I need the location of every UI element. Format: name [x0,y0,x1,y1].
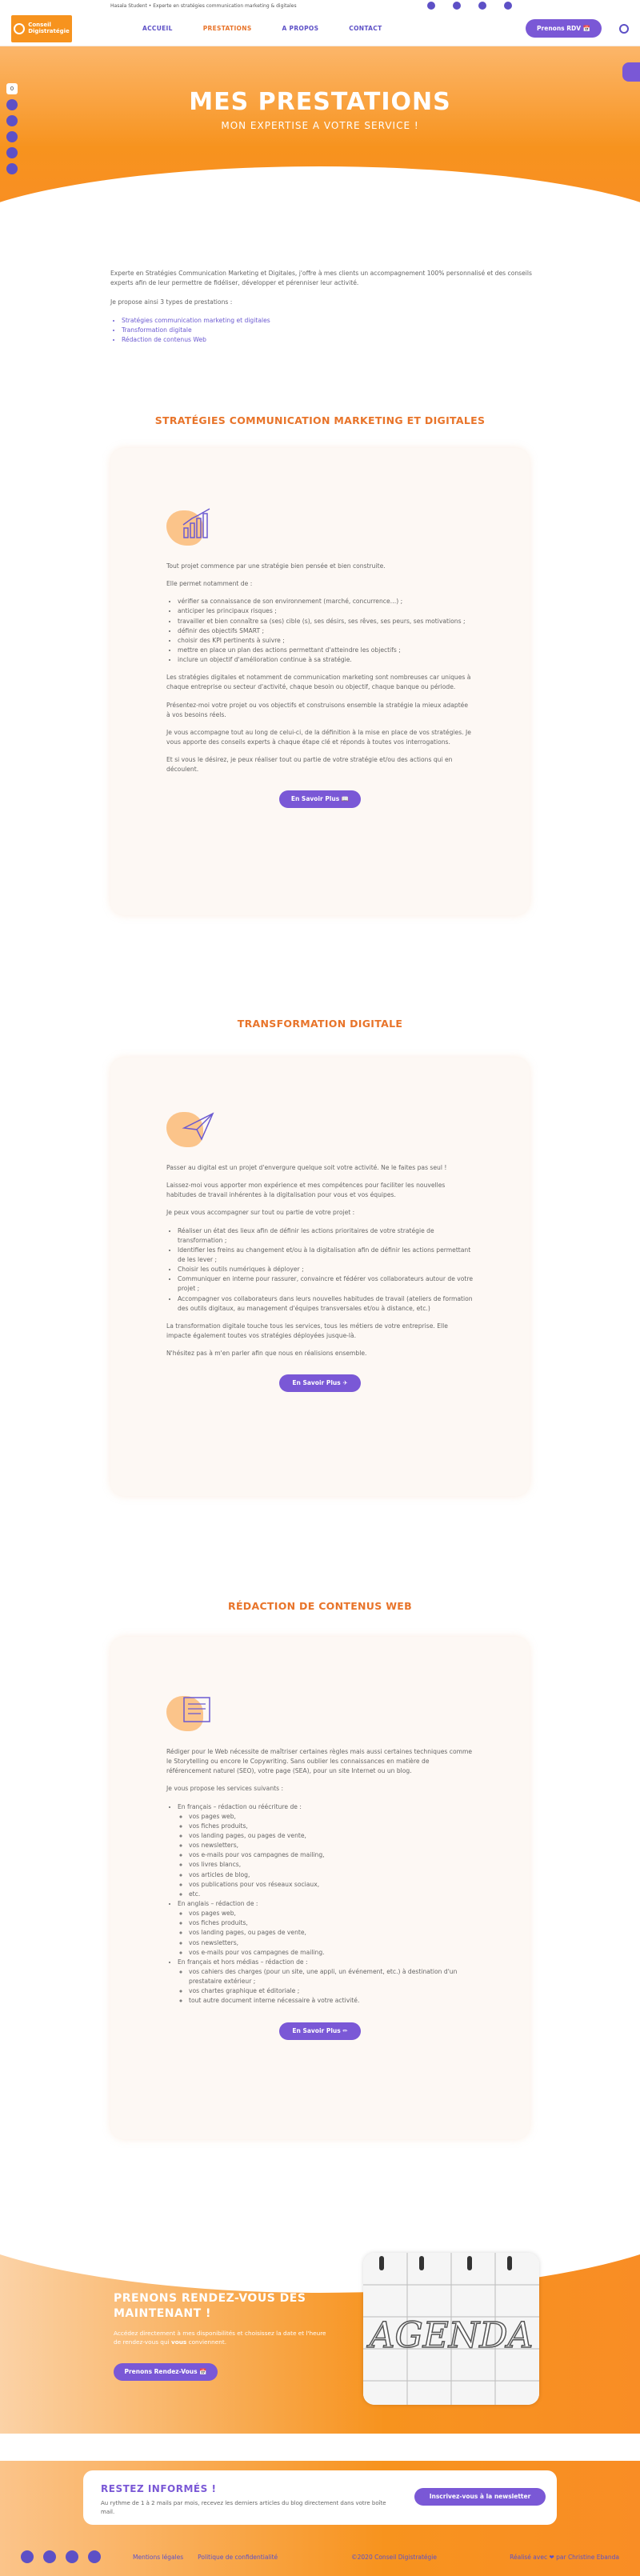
list-item: ◦ vos pages web, [189,1909,474,1918]
list-item: ◦ vos newsletters, [189,1938,474,1948]
share-linkedin-icon[interactable] [6,131,18,142]
intro-text [110,269,534,345]
s2-paragraph: Passer au digital est un projet d'envergure quelque soit votre activité. Ne le faites pas seul ! [166,1164,447,1171]
list-group-label: En français et hors médias – rédaction de : [178,1958,308,1966]
list-item: ◦ vos fiches produits, [189,1822,474,1831]
menu [142,25,382,32]
footer-facebook-icon[interactable] [43,2550,56,2563]
s2-list [166,1226,474,1314]
search-icon[interactable] [619,24,629,34]
newsletter-subscribe-button[interactable]: Inscrivez-vous à la newsletter [414,2488,546,2506]
hero-banner [0,46,640,230]
document-icon [166,1693,214,1734]
list-item: • travailler et bien connaître sa (ses) cible (s), ses désirs, ses rêves, ses peurs, ses motivations ; [178,617,474,626]
list-item: • Communiquer en interne pour rassurer, convaincre et fédérer vos collaborateurs autour de votre projet ; [178,1274,474,1294]
s1-paragraph: Elle permet notamment de : [166,580,253,588]
share-sidebar [6,83,18,174]
main-navigation [0,11,640,46]
s1-paragraph: Tout projet commence par une stratégie bien pensée et bien construite. [166,562,386,570]
page-subtitle: MON EXPERTISE A VOTRE SERVICE ! [221,120,419,131]
menu-item-contact[interactable]: CONTACT [349,25,382,32]
section-title-transformation: TRANSFORMATION DIGITALE [237,1018,403,1030]
list-item: • mettre en place un plan des actions permettant d'atteindre les objectifs ; [178,646,474,655]
logo-sun-icon [14,23,25,34]
twitter-icon[interactable] [427,2,435,10]
card-transformation [110,1058,530,1496]
appointment-text-end: conviennent. [188,2338,227,2346]
list-item: ◦ vos pages web, [189,1812,474,1822]
list-item: • choisir des KPI pertinents à suivre ; [178,636,474,646]
list-item: • inclure un objectif d'amélioration continue à sa stratégie. [178,655,474,665]
card-strategies [110,448,530,915]
learn-more-transformation-button[interactable]: En Savoir Plus ✈ [279,1374,361,1392]
linkedin-icon[interactable] [504,2,512,10]
footer-instagram-icon[interactable] [66,2550,78,2563]
list-item: ◦ vos livres blancs, [189,1860,474,1870]
list-item: ◦ vos cahiers des charges (pour un site, une appli, un événement, etc.) à destination d'un prestataire extérieur ; [189,1967,474,1986]
list-item: ◦ vos e-mails pour vos campagnes de mailing. [189,1948,474,1958]
page-title: MES PRESTATIONS [189,88,451,116]
copyright: ©2020 Conseil Digistratégie [351,2553,438,2561]
footer-twitter-icon[interactable] [21,2550,34,2563]
menu-item-accueil[interactable]: ACCUEIL [142,25,173,32]
share-twitter-icon[interactable] [6,115,18,126]
top-tagline: Hasala Student • Experte en stratégies communication marketing & digitales [110,2,297,9]
list-item: • Choisir les outils numériques à déployer ; [178,1265,474,1274]
section-title-strategies: STRATÉGIES COMMUNICATION MARKETING ET DIGITALES [154,414,486,426]
share-facebook-icon[interactable] [6,99,18,110]
accessibility-icon[interactable] [622,62,640,82]
appointment-banner [0,2245,640,2434]
top-bar [0,0,640,11]
list-item: • Identifier les freins au changement et/ou à la digitalisation afin de définir les actions permettant de les lever ; [178,1246,474,1265]
list-item: ◦ etc. [189,1890,474,1899]
s2-paragraph: Laissez-moi vous apporter mon expérience et mes compétences pour faciliter les nouvelles habitudes de travail inhérentes à la digitalisation pour vous et vos équipes. [166,1182,446,1199]
s1-paragraph: Je vous accompagne tout au long de celui-ci, de la définition à la mise en place de vos stratégies. Je vous apporte des conseils experts à chaque étape clé et réponds à toutes vos interrogations. [166,728,471,746]
appointment-text-bold: vous [170,2338,187,2346]
list-item: ◦ vos landing pages, ou pages de vente, [189,1928,474,1938]
appointment-text [114,2330,330,2347]
list-item: ◦ vos chartes graphique et éditoriale ; [189,1986,474,1996]
s1-list [166,597,474,665]
list-item: • anticiper les principaux risques ; [178,606,474,616]
list-item: ◦ vos landing pages, ou pages de vente, [189,1831,474,1841]
section-title-redaction: RÉDACTION DE CONTENUS WEB [228,1600,412,1612]
share-print-icon[interactable] [6,163,18,174]
top-social-links [427,2,512,10]
footer-social-links [21,2550,101,2563]
list-item: ◦ vos newsletters, [189,1841,474,1850]
list-item: ◦ vos publications pour vos réseaux sociaux, [189,1880,474,1890]
list-group-label: En français – rédaction ou réécriture de : [178,1802,302,1810]
appointment-title [114,2291,306,2322]
list-group-label: En anglais – rédaction de : [178,1899,258,1907]
menu-item-prestations[interactable]: PRESTATIONS [202,25,252,32]
facebook-icon[interactable] [453,2,461,10]
agenda-image [363,2253,539,2405]
card-redaction [110,1637,530,2139]
appointment-wave [0,2245,640,2293]
footer-bar [0,2538,640,2576]
s1-paragraph: Présentez-moi votre projet ou vos objectifs et construisons ensemble la stratégie la mieux adaptée à vos besoins réels. [166,701,469,718]
services-list [110,316,534,344]
s2-paragraph: N'hésitez pas à m'en parler afin que nous en réalisions ensemble. [166,1350,367,1358]
growth-chart-icon [166,507,214,549]
share-count: 0 [6,83,18,94]
s3-list [166,1802,474,2006]
s3-paragraph: Rédiger pour le Web nécessite de maîtriser certaines règles mais aussi certaines techniques comme le Storytelling ou encore le Copywriting. Sans oublier les connaissances en matière de référencement naturel (SEO), votre page (SEA), pour un site Internet ou un blog. [166,1748,473,1775]
list-item: ◦ tout autre document interne nécessaire à votre activité. [189,1996,474,2006]
s3-paragraph: Je vous propose les services suivants : [166,1785,284,1793]
intro-paragraph: Experte en Stratégies Communication Marketing et Digitales, j'offre à mes clients un accompagnement 100% personnalisé et des conseils experts afin de leur permettre de fidéliser, développer et pérenniser leur activité. [110,270,532,286]
newsletter-title: RESTEZ INFORMÉS ! [101,2483,217,2494]
share-email-icon[interactable] [6,147,18,158]
s1-paragraph: Et si vous le désirez, je peux réaliser tout ou partie de votre stratégie et/ou des actions qui en découlent. [166,756,453,774]
legal-notice-link[interactable]: Mentions légales [133,2553,184,2561]
logo-line-2: Digistratégie [28,27,70,34]
instagram-icon[interactable] [478,2,486,10]
rdv-button[interactable]: Prenons RDV 📅 [526,19,602,38]
s2-paragraph: Je peux vous accompagner sur tout ou partie de votre projet : [166,1209,355,1217]
s2-paragraph: La transformation digitale touche tous les services, tous les métiers de votre entreprise. Elle impacte également toutes vos stratégies déployées jusque-là. [166,1322,448,1339]
site-logo[interactable] [11,15,72,42]
intro-lead: Je propose ainsi 3 types de prestations : [110,298,233,306]
logo-line-1: Conseil [28,21,51,28]
agenda-word: AGENDA [369,2315,534,2356]
list-item: ◦ vos e-mails pour vos campagnes de mailing, [189,1850,474,1860]
appointment-text-start: Accédez directement à mes disponibilités et choisissez la date et l'heure de rendez-vous qui [114,2330,326,2346]
paper-plane-icon [166,1109,214,1150]
learn-more-redaction-button[interactable]: En Savoir Plus ✏ [279,2022,361,2040]
services-link-strategies[interactable]: • Stratégies communication marketing et digitales [122,316,534,326]
privacy-policy-link[interactable]: Politique de confidentialité [198,2553,278,2561]
footer-links [133,2554,278,2561]
book-appointment-button[interactable]: Prenons Rendez-Vous 📅 [114,2363,218,2381]
newsletter-text: Au rythme de 1 à 2 mails par mois, recevez les derniers articles du blog directement dans votre boîte mail. [101,2500,386,2515]
list-item: ◦ vos articles de blog, [189,1870,474,1880]
footer-area [0,2461,640,2576]
services-link-transformation[interactable]: • Transformation digitale [122,326,534,335]
services-link-redaction[interactable]: • Rédaction de contenus Web [122,335,534,345]
appointment-title-line-1: PRENONS RENDEZ-VOUS DÈS [114,2292,306,2305]
s1-paragraph: Les stratégies digitales et notamment de communication marketing sont nombreuses car uniques à chaque entreprise ou secteur d'activité, chaque besoin ou objectif, chaque banque ou période. [166,674,471,691]
credit: Réalisé avec ❤ par Christine Ebanda [510,2553,619,2561]
learn-more-strategies-button[interactable]: En Savoir Plus 📖 [279,790,361,808]
list-item: • vérifier sa connaissance de son environnement (marché, concurrence…) ; [178,597,474,606]
list-item: ◦ vos fiches produits, [189,1918,474,1928]
hero-wave [0,166,640,230]
list-item: • définir des objectifs SMART ; [178,626,474,636]
list-item: • Réaliser un état des lieux afin de définir les actions prioritaires de votre stratégie de transformation ; [178,1226,474,1246]
appointment-title-line-2: MAINTENANT ! [114,2306,211,2320]
footer-linkedin-icon[interactable] [88,2550,101,2563]
list-item: • Accompagner vos collaborateurs dans leurs nouvelles habitudes de travail (ateliers de formation des outils digitaux, au management d'équipes transversales et/ou à distance, etc.) [178,1294,474,1314]
menu-item-a-propos[interactable]: A PROPOS [282,25,319,32]
newsletter-card [83,2470,557,2525]
